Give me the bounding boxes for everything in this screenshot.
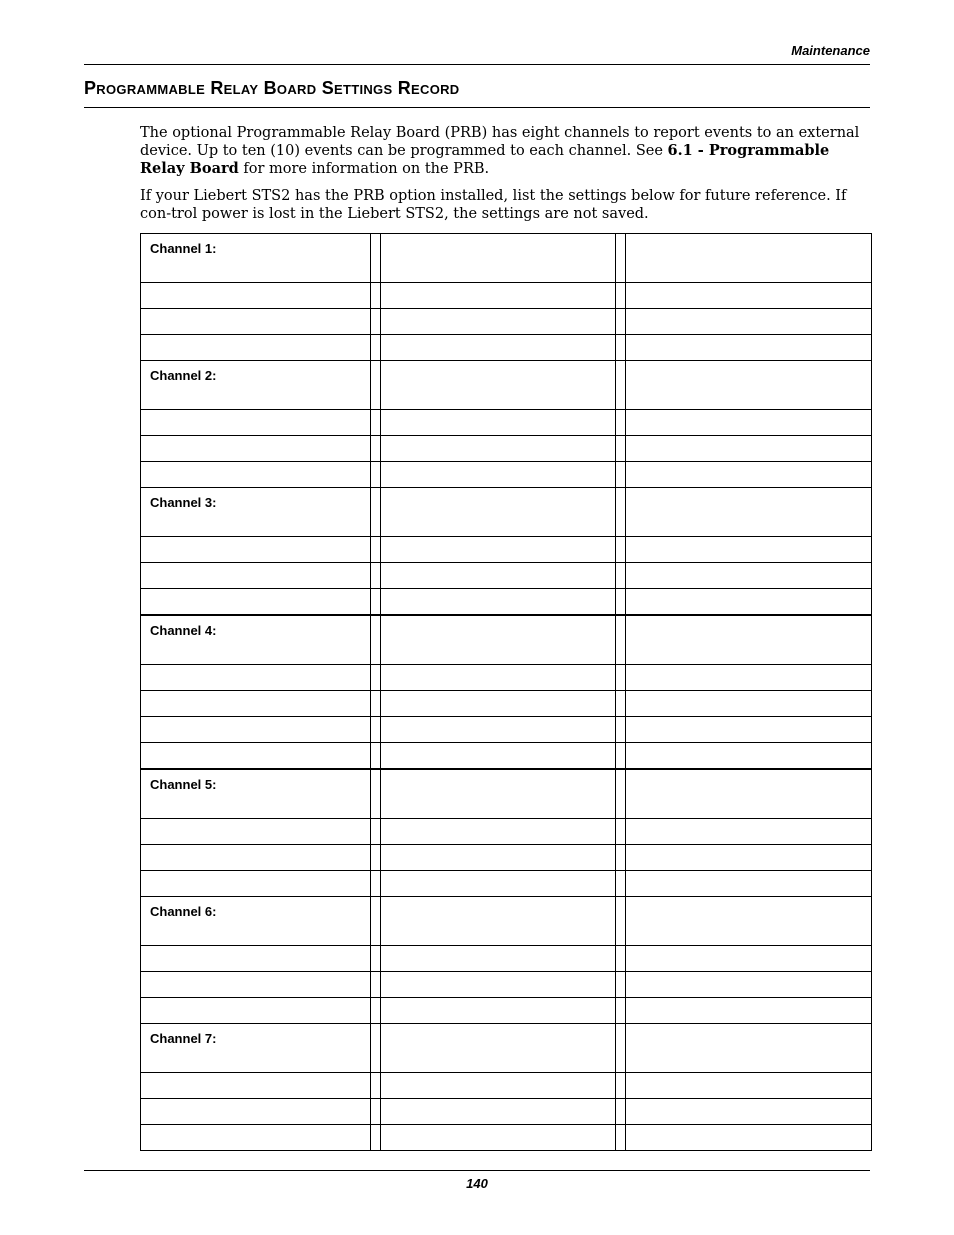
record-cell (616, 335, 626, 361)
record-row (141, 691, 872, 717)
record-cell (626, 589, 872, 616)
record-cell (626, 897, 872, 946)
record-cell (626, 717, 872, 743)
record-cell (626, 972, 872, 998)
record-cell (626, 743, 872, 770)
intro-text-after: for more information on the PRB. (238, 161, 490, 177)
record-cell (381, 589, 616, 616)
record-cell (626, 537, 872, 563)
record-cell (616, 462, 626, 488)
record-cell (381, 946, 616, 972)
record-row (141, 309, 872, 335)
record-cell (371, 897, 381, 946)
record-cell (616, 769, 626, 819)
record-cell (626, 769, 872, 819)
channel-header-row (141, 615, 872, 665)
record-cell (141, 537, 371, 563)
record-cell (381, 488, 616, 537)
instruction-paragraph: If your Liebert STS2 has the PRB option installed, list the settings below for future reference. If con-trol power is lost in the Liebert STS2, the settings are not saved. (140, 188, 847, 222)
record-cell (371, 691, 381, 717)
record-cell (616, 234, 626, 283)
record-cell (371, 717, 381, 743)
record-row (141, 462, 872, 488)
record-cell (381, 615, 616, 665)
record-cell (371, 972, 381, 998)
record-cell (371, 819, 381, 845)
record-cell (616, 563, 626, 589)
record-cell (626, 1073, 872, 1099)
channel-header-row (141, 488, 872, 537)
record-cell (371, 537, 381, 563)
record-cell (371, 361, 381, 410)
record-cell (626, 819, 872, 845)
record-cell (616, 998, 626, 1024)
record-cell (371, 410, 381, 436)
record-cell (616, 665, 626, 691)
footer-rule (84, 1170, 870, 1171)
record-cell (141, 462, 371, 488)
record-cell (616, 897, 626, 946)
record-cell (381, 234, 616, 283)
record-cell (616, 309, 626, 335)
record-cell (626, 998, 872, 1024)
record-cell (381, 871, 616, 897)
intro-paragraph (140, 124, 870, 178)
record-cell (626, 1125, 872, 1151)
record-cell (141, 972, 371, 998)
page-number: 140 (466, 1176, 488, 1191)
prb-section-reference: 6.1 - Programmable Relay Board (140, 142, 830, 177)
record-cell (626, 1024, 872, 1073)
record-cell (616, 436, 626, 462)
header-rule (84, 64, 870, 65)
record-cell (626, 234, 872, 283)
record-cell (141, 410, 371, 436)
record-cell (616, 1099, 626, 1125)
record-cell (381, 691, 616, 717)
record-cell (616, 1125, 626, 1151)
record-row (141, 819, 872, 845)
record-row (141, 537, 872, 563)
record-row (141, 665, 872, 691)
record-cell (381, 769, 616, 819)
record-cell (141, 691, 371, 717)
record-cell (381, 998, 616, 1024)
relay-settings-table (140, 233, 872, 1151)
record-cell (381, 361, 616, 410)
channel-header-row (141, 897, 872, 946)
record-cell (626, 410, 872, 436)
record-cell (626, 946, 872, 972)
record-cell (141, 1073, 371, 1099)
record-cell (381, 1125, 616, 1151)
record-cell (626, 335, 872, 361)
record-cell (371, 871, 381, 897)
channel-label: Channel 7: (141, 1024, 371, 1073)
record-cell (626, 309, 872, 335)
channel-label: Channel 3: (141, 488, 371, 537)
record-cell (381, 1073, 616, 1099)
channel-header-row (141, 234, 872, 283)
record-cell (141, 309, 371, 335)
record-cell (141, 743, 371, 770)
record-cell (371, 1099, 381, 1125)
record-cell (371, 845, 381, 871)
record-cell (616, 283, 626, 309)
record-row (141, 283, 872, 309)
record-cell (616, 691, 626, 717)
record-row (141, 1125, 872, 1151)
record-cell (141, 717, 371, 743)
record-cell (381, 1024, 616, 1073)
record-cell (381, 335, 616, 361)
record-cell (141, 665, 371, 691)
record-row (141, 436, 872, 462)
record-row (141, 946, 872, 972)
record-cell (371, 563, 381, 589)
channel-label: Channel 6: (141, 897, 371, 946)
record-cell (381, 819, 616, 845)
record-cell (381, 717, 616, 743)
record-cell (616, 488, 626, 537)
record-cell (616, 871, 626, 897)
record-cell (626, 871, 872, 897)
record-cell (141, 283, 371, 309)
record-cell (626, 283, 872, 309)
record-cell (626, 615, 872, 665)
record-cell (371, 1024, 381, 1073)
page-title: Programmable Relay Board Settings Record (84, 78, 460, 98)
record-cell (616, 946, 626, 972)
record-row (141, 410, 872, 436)
record-cell (371, 488, 381, 537)
record-cell (381, 537, 616, 563)
record-cell (381, 283, 616, 309)
record-cell (616, 819, 626, 845)
record-row (141, 998, 872, 1024)
record-cell (381, 1099, 616, 1125)
channel-label: Channel 1: (141, 234, 371, 283)
record-cell (371, 615, 381, 665)
record-cell (371, 743, 381, 770)
record-cell (381, 410, 616, 436)
record-cell (616, 589, 626, 616)
channel-header-row (141, 361, 872, 410)
record-cell (371, 1073, 381, 1099)
record-row (141, 1099, 872, 1125)
record-cell (616, 361, 626, 410)
record-cell (141, 589, 371, 616)
record-cell (381, 563, 616, 589)
record-cell (616, 615, 626, 665)
record-cell (141, 845, 371, 871)
record-row (141, 589, 872, 616)
record-cell (371, 335, 381, 361)
record-cell (141, 946, 371, 972)
record-cell (371, 309, 381, 335)
record-cell (626, 665, 872, 691)
record-cell (371, 769, 381, 819)
record-cell (626, 488, 872, 537)
record-cell (616, 1024, 626, 1073)
record-cell (616, 743, 626, 770)
record-cell (616, 717, 626, 743)
record-cell (381, 972, 616, 998)
record-cell (626, 691, 872, 717)
record-cell (371, 946, 381, 972)
record-cell (616, 410, 626, 436)
record-cell (381, 436, 616, 462)
channel-label: Channel 2: (141, 361, 371, 410)
record-row (141, 743, 872, 770)
record-cell (371, 1125, 381, 1151)
running-header-section: Maintenance (791, 43, 870, 58)
record-cell (381, 462, 616, 488)
record-row (141, 1073, 872, 1099)
record-cell (141, 563, 371, 589)
record-cell (141, 998, 371, 1024)
record-cell (381, 897, 616, 946)
record-cell (381, 665, 616, 691)
record-row (141, 335, 872, 361)
record-cell (381, 743, 616, 770)
record-cell (371, 998, 381, 1024)
record-row (141, 563, 872, 589)
record-row (141, 871, 872, 897)
record-cell (381, 845, 616, 871)
channel-header-row (141, 769, 872, 819)
record-cell (626, 436, 872, 462)
record-cell (626, 845, 872, 871)
record-cell (371, 462, 381, 488)
record-cell (371, 234, 381, 283)
record-cell (626, 1099, 872, 1125)
record-cell (371, 436, 381, 462)
intro-text-before: The optional Programmable Relay Board (PRB) has eight channels to report events to an external device. Up to ten (10) events can be programmed to each channel. See (140, 125, 860, 159)
record-cell (626, 361, 872, 410)
record-cell (616, 1073, 626, 1099)
record-cell (616, 845, 626, 871)
record-cell (141, 436, 371, 462)
record-cell (371, 283, 381, 309)
record-cell (141, 871, 371, 897)
channel-header-row (141, 1024, 872, 1073)
record-row (141, 845, 872, 871)
record-row (141, 717, 872, 743)
record-cell (626, 563, 872, 589)
record-cell (371, 665, 381, 691)
channel-label: Channel 4: (141, 615, 371, 665)
channel-label: Channel 5: (141, 769, 371, 819)
record-cell (141, 1099, 371, 1125)
record-cell (626, 462, 872, 488)
record-cell (381, 309, 616, 335)
record-cell (141, 819, 371, 845)
title-rule (84, 107, 870, 108)
record-cell (616, 972, 626, 998)
record-cell (141, 1125, 371, 1151)
record-row (141, 972, 872, 998)
record-cell (141, 335, 371, 361)
record-cell (371, 589, 381, 616)
record-cell (616, 537, 626, 563)
